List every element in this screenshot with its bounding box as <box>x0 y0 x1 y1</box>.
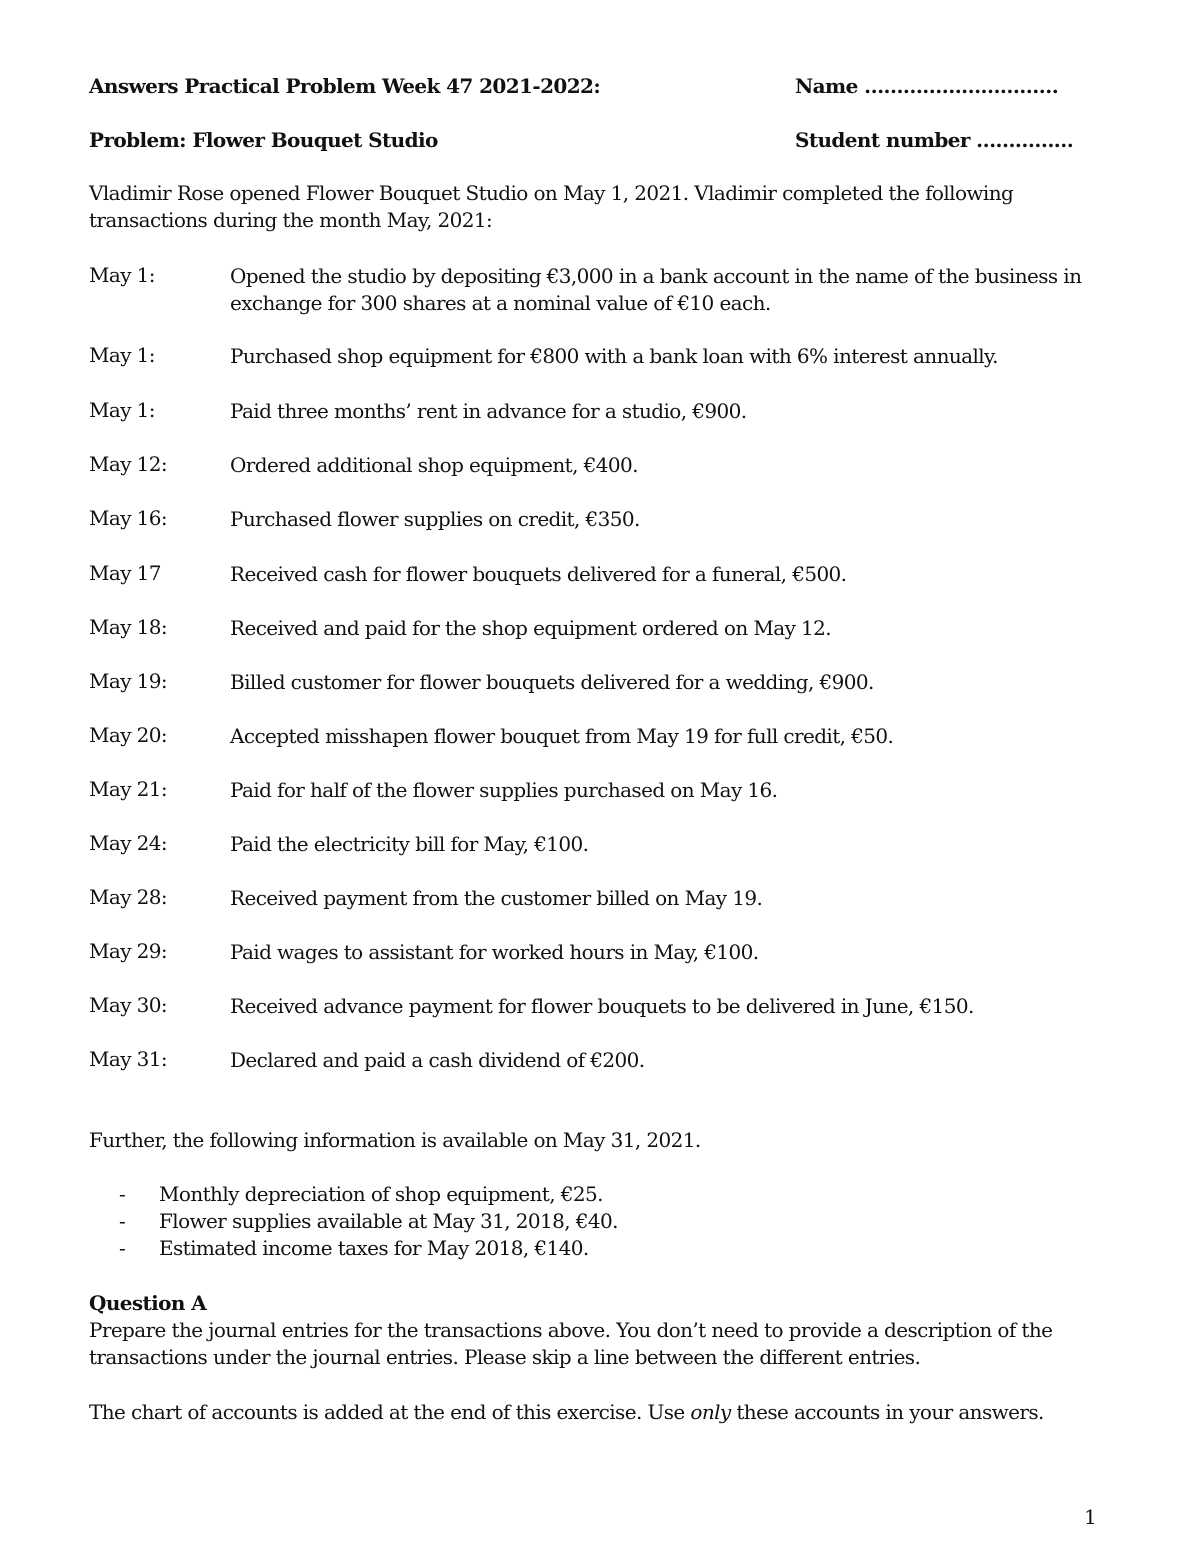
transaction-date: May 12: <box>89 452 168 476</box>
transaction-date: May 29: <box>89 939 168 963</box>
transaction-description: Paid three months’ rent in advance for a studio, €900. <box>230 399 747 423</box>
list-item-text: Estimated income taxes for May 2018, €140. <box>159 1236 589 1260</box>
transaction-description: Received advance payment for flower bouquets to be delivered in June, €150. <box>230 994 974 1018</box>
transaction-description: Ordered additional shop equipment, €400. <box>230 453 638 477</box>
transaction-description: Accepted misshapen flower bouquet from May 19 for full credit, €50. <box>230 724 894 748</box>
transaction-date: May 21: <box>89 777 168 801</box>
intro-line-2: transactions during the month May, 2021: <box>89 208 493 232</box>
further-info-intro: Further, the following information is available on May 31, 2021. <box>89 1128 701 1152</box>
chart-of-accounts-note <box>89 1400 1044 1424</box>
question-a-heading: Question A <box>89 1291 207 1315</box>
transaction-date: May 18: <box>89 615 168 639</box>
intro-line-1: Vladimir Rose opened Flower Bouquet Studio on May 1, 2021. Vladimir completed the following <box>89 181 1014 205</box>
transaction-date: May 17 <box>89 561 161 585</box>
transaction-date: May 19: <box>89 669 168 693</box>
transaction-date: May 1: <box>89 398 155 422</box>
transaction-description: Declared and paid a cash dividend of €200. <box>230 1048 645 1072</box>
page-number: 1 <box>1084 1505 1097 1529</box>
chart-note-emphasis: only <box>690 1400 731 1424</box>
transaction-description: Opened the studio by depositing €3,000 in a bank account in the name of the business in exchange for 300 shares at a nominal value of €10 each. <box>230 264 1082 315</box>
transaction-description: Billed customer for flower bouquets delivered for a wedding, €900. <box>230 670 874 694</box>
problem-title: Problem: Flower Bouquet Studio <box>89 128 438 152</box>
question-a-line-2: transactions under the journal entries. Please skip a line between the different entries. <box>89 1345 921 1369</box>
transaction-date: May 16: <box>89 506 168 530</box>
transaction-description: Received and paid for the shop equipment ordered on May 12. <box>230 616 832 640</box>
transaction-date: May 1: <box>89 263 155 287</box>
transaction-description: Purchased shop equipment for €800 with a bank loan with 6% interest annually. <box>230 344 998 368</box>
bullet-marker: - <box>119 1236 126 1260</box>
transaction-description: Paid the electricity bill for May, €100. <box>230 832 589 856</box>
transaction-date: May 31: <box>89 1047 168 1071</box>
page-title: Answers Practical Problem Week 47 2021-2022: <box>89 74 601 98</box>
transaction-description: Paid wages to assistant for worked hours in May, €100. <box>230 940 759 964</box>
list-item-text: Monthly depreciation of shop equipment, €25. <box>159 1182 603 1206</box>
transaction-description: Purchased flower supplies on credit, €350. <box>230 507 640 531</box>
bullet-marker: - <box>119 1182 126 1206</box>
transaction-date: May 24: <box>89 831 168 855</box>
student-number-label: Student number …………… <box>795 128 1074 152</box>
transaction-description: Received payment from the customer billed on May 19. <box>230 886 763 910</box>
chart-note-text: The chart of accounts is added at the end of this exercise. Use <box>89 1400 691 1424</box>
transaction-description: Received cash for flower bouquets delivered for a funeral, €500. <box>230 562 847 586</box>
question-a-line-1: Prepare the journal entries for the transactions above. You don’t need to provide a description of the <box>89 1318 1053 1342</box>
transaction-date: May 30: <box>89 993 168 1017</box>
transaction-date: May 1: <box>89 343 155 367</box>
chart-note-text-end: these accounts in your answers. <box>730 1400 1044 1424</box>
bullet-marker: - <box>119 1209 126 1233</box>
name-field-label: Name ………………………… <box>795 74 1059 98</box>
list-item-text: Flower supplies available at May 31, 2018, €40. <box>159 1209 618 1233</box>
transaction-date: May 28: <box>89 885 168 909</box>
transaction-date: May 20: <box>89 723 168 747</box>
transaction-description: Paid for half of the flower supplies purchased on May 16. <box>230 778 778 802</box>
